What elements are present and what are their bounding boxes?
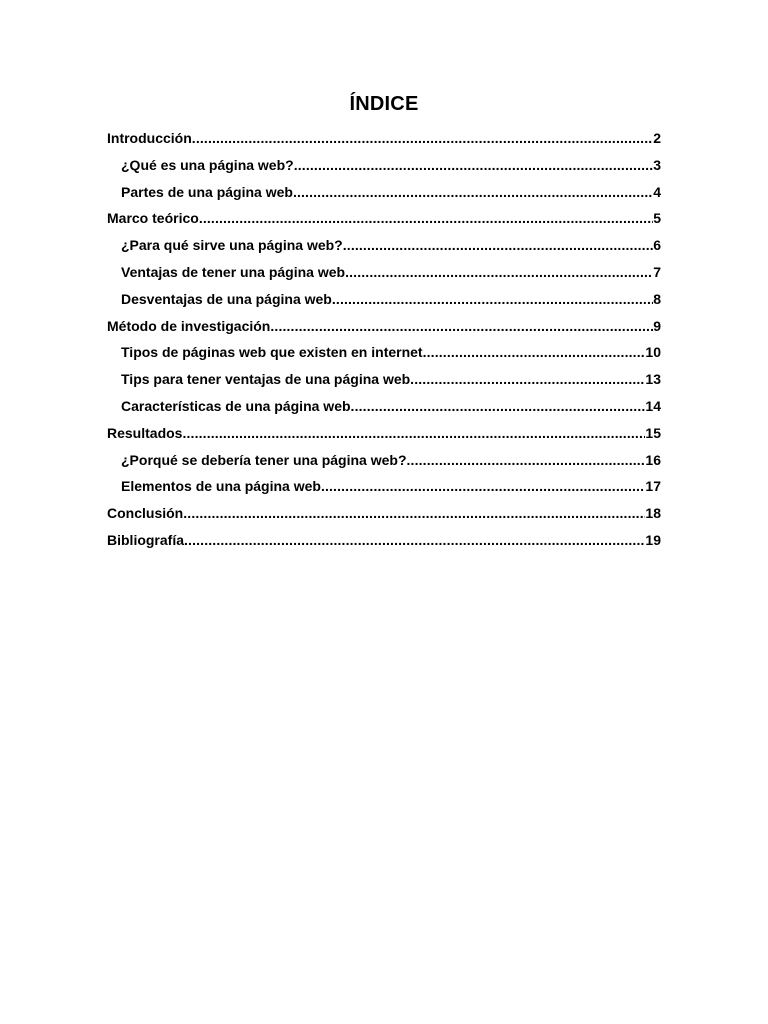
toc-entry-page-number: 4 [653, 183, 661, 200]
toc-entry-page-number: 14 [645, 397, 661, 414]
table-of-contents [107, 125, 661, 554]
dot-leader [294, 152, 654, 179]
toc-entry-page-number: 13 [645, 371, 661, 388]
toc-entry-label: Conclusión [107, 505, 184, 522]
toc-entry-marco-teorico[interactable] [107, 205, 661, 232]
dot-leader [332, 286, 653, 313]
toc-entry-metodo-de-investigacion[interactable] [107, 313, 661, 340]
toc-entry-page-number: 7 [653, 263, 661, 280]
dot-leader [345, 259, 653, 286]
toc-entry-page-number: 5 [653, 210, 661, 227]
toc-entry-page-number: 16 [645, 451, 661, 468]
dot-leader [321, 473, 645, 500]
toc-entry-label: ¿Qué es una página web? [121, 156, 294, 173]
toc-entry-label: Tips para tener ventajas de una página web [121, 371, 411, 388]
toc-entry-resultados[interactable] [107, 420, 661, 447]
toc-entry-elementos[interactable] [107, 473, 661, 500]
toc-entry-label: Desventajas de una página web [121, 290, 332, 307]
toc-entry-label: Bibliografía [107, 531, 185, 548]
toc-entry-page-number: 2 [653, 130, 661, 146]
toc-entry-page-number: 19 [645, 531, 661, 548]
dot-leader [183, 500, 645, 527]
toc-entry-que-es-una-pagina-web[interactable] [107, 152, 661, 179]
toc-entry-caracteristicas[interactable] [107, 393, 661, 420]
toc-entry-page-number: 18 [645, 505, 661, 522]
dot-leader [182, 420, 645, 447]
dot-leader [407, 447, 646, 474]
toc-entry-tipos-de-paginas[interactable] [107, 339, 661, 366]
toc-entry-page-number: 17 [645, 478, 661, 495]
dot-leader [343, 232, 653, 259]
toc-entry-label: Introducción [107, 130, 192, 146]
toc-entry-label: Características de una página web [121, 397, 351, 414]
page-title: ÍNDICE [349, 93, 419, 115]
dot-leader [270, 313, 653, 340]
dot-leader [351, 393, 646, 420]
dot-leader [192, 125, 653, 152]
toc-entry-desventajas[interactable] [107, 286, 661, 313]
toc-entry-label: ¿Porqué se debería tener una página web? [121, 451, 407, 468]
dot-leader [410, 366, 645, 393]
toc-entry-label: Método de investigación [107, 317, 271, 334]
toc-entry-page-number: 15 [645, 424, 661, 441]
toc-entry-label: Resultados [107, 424, 183, 441]
toc-entry-porque-se-deberia[interactable] [107, 447, 661, 474]
toc-entry-label: Tipos de páginas web que existen en internet [121, 344, 423, 361]
toc-entry-tips[interactable] [107, 366, 661, 393]
toc-entry-page-number: 6 [653, 237, 661, 254]
toc-entry-label: Elementos de una página web [121, 478, 321, 495]
toc-entry-page-number: 9 [653, 317, 661, 334]
toc-entry-page-number: 10 [645, 344, 661, 361]
dot-leader [293, 179, 653, 206]
toc-entry-bibliografia[interactable] [107, 527, 661, 554]
dot-leader [184, 527, 645, 554]
dot-leader [199, 205, 653, 232]
toc-entry-partes-de-una-pagina-web[interactable] [107, 179, 661, 206]
toc-entry-label: ¿Para qué sirve una página web? [121, 237, 343, 254]
toc-entry-ventajas[interactable] [107, 259, 661, 286]
toc-entry-page-number: 8 [653, 290, 661, 307]
toc-entry-label: Marco teórico [107, 210, 199, 227]
toc-entry-page-number: 3 [653, 156, 661, 173]
dot-leader [423, 339, 646, 366]
toc-entry-label: Partes de una página web [121, 183, 293, 200]
toc-entry-introduccion[interactable] [107, 125, 661, 152]
toc-entry-conclusion[interactable] [107, 500, 661, 527]
toc-entry-label: Ventajas de tener una página web [121, 263, 346, 280]
toc-entry-para-que-sirve[interactable] [107, 232, 661, 259]
